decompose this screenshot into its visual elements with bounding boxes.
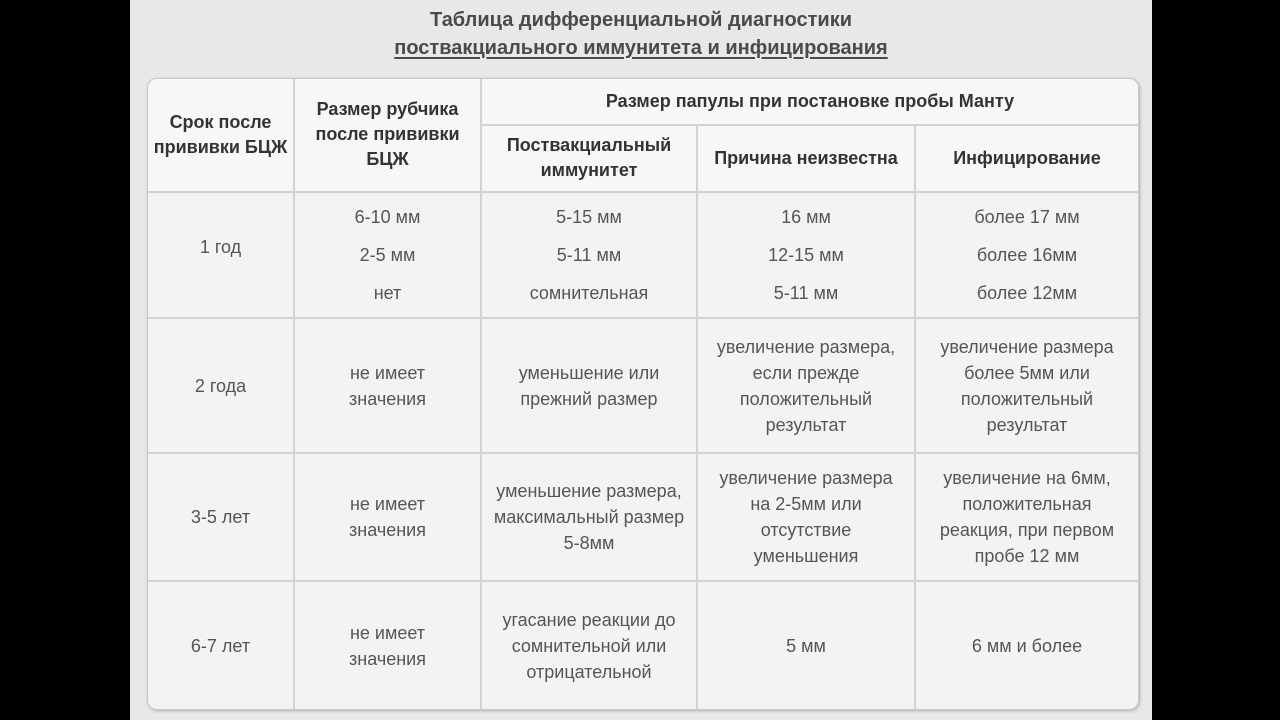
cell-infection: увеличение размера более 5мм или положительный результат — [915, 318, 1138, 453]
header-infection: Инфицирование — [915, 125, 1138, 191]
cell-immunity: уменьшение или прежний размер — [481, 318, 697, 453]
cell-period: 3-5 лет — [148, 453, 294, 581]
table-row — [148, 453, 1138, 581]
cell-period: 1 год — [148, 192, 294, 319]
header-scar-size: Размер рубчика после прививки БЦЖ — [294, 79, 481, 192]
slide-title — [130, 6, 1152, 62]
cell-infection: увеличение на 6мм, положительная реакция, при первом пробе 12 мм — [915, 453, 1138, 581]
title-line-1: Таблица дифференциальной диагностики — [429, 9, 853, 31]
table-row — [148, 581, 1138, 709]
immunity-value: 5-11 мм — [556, 245, 622, 266]
diagnostics-table — [147, 78, 1139, 710]
title-line-2: поствакциального иммунитета и инфицирования — [394, 37, 888, 59]
unknown-value: 16 мм — [781, 207, 831, 228]
scar-value: 6-10 мм — [354, 207, 421, 228]
immunity-value: сомнительная — [529, 283, 649, 304]
slide — [130, 0, 1152, 720]
cell-infection — [915, 192, 1138, 319]
table-row — [148, 192, 1138, 319]
scar-value: нет — [373, 283, 402, 304]
cell-unknown — [697, 192, 915, 319]
infection-value: более 12мм — [976, 283, 1078, 304]
cell-unknown: увеличение размера на 2-5мм или отсутствие уменьшения — [697, 453, 915, 581]
cell-immunity: угасание реакции до сомнительной или отрицательной — [481, 581, 697, 709]
header-papule-size: Размер папулы при постановке пробы Манту — [481, 79, 1138, 125]
unknown-value: 5-11 мм — [773, 283, 839, 304]
cell-scar: не имеет значения — [294, 581, 481, 709]
cell-scar: не имеет значения — [294, 318, 481, 453]
cell-scar: не имеет значения — [294, 453, 481, 581]
table-row — [148, 318, 1138, 453]
cell-period: 6-7 лет — [148, 581, 294, 709]
cell-infection: 6 мм и более — [915, 581, 1138, 709]
cell-period: 2 года — [148, 318, 294, 453]
cell-unknown: увеличение размера, если прежде положительный результат — [697, 318, 915, 453]
scar-value: 2-5 мм — [359, 245, 416, 266]
cell-scar — [294, 192, 481, 319]
cell-immunity — [481, 192, 697, 319]
cell-unknown: 5 мм — [697, 581, 915, 709]
header-unknown-cause: Причина неизвестна — [697, 125, 915, 191]
infection-value: более 17 мм — [974, 207, 1080, 228]
cell-immunity: уменьшение размера, максимальный размер 5-8мм — [481, 453, 697, 581]
immunity-value: 5-15 мм — [556, 207, 622, 228]
header-postvaccine-immunity: Поствакциальный иммунитет — [481, 125, 697, 191]
infection-value: более 16мм — [976, 245, 1078, 266]
unknown-value: 12-15 мм — [768, 245, 844, 266]
header-period: Срок после прививки БЦЖ — [148, 79, 294, 192]
